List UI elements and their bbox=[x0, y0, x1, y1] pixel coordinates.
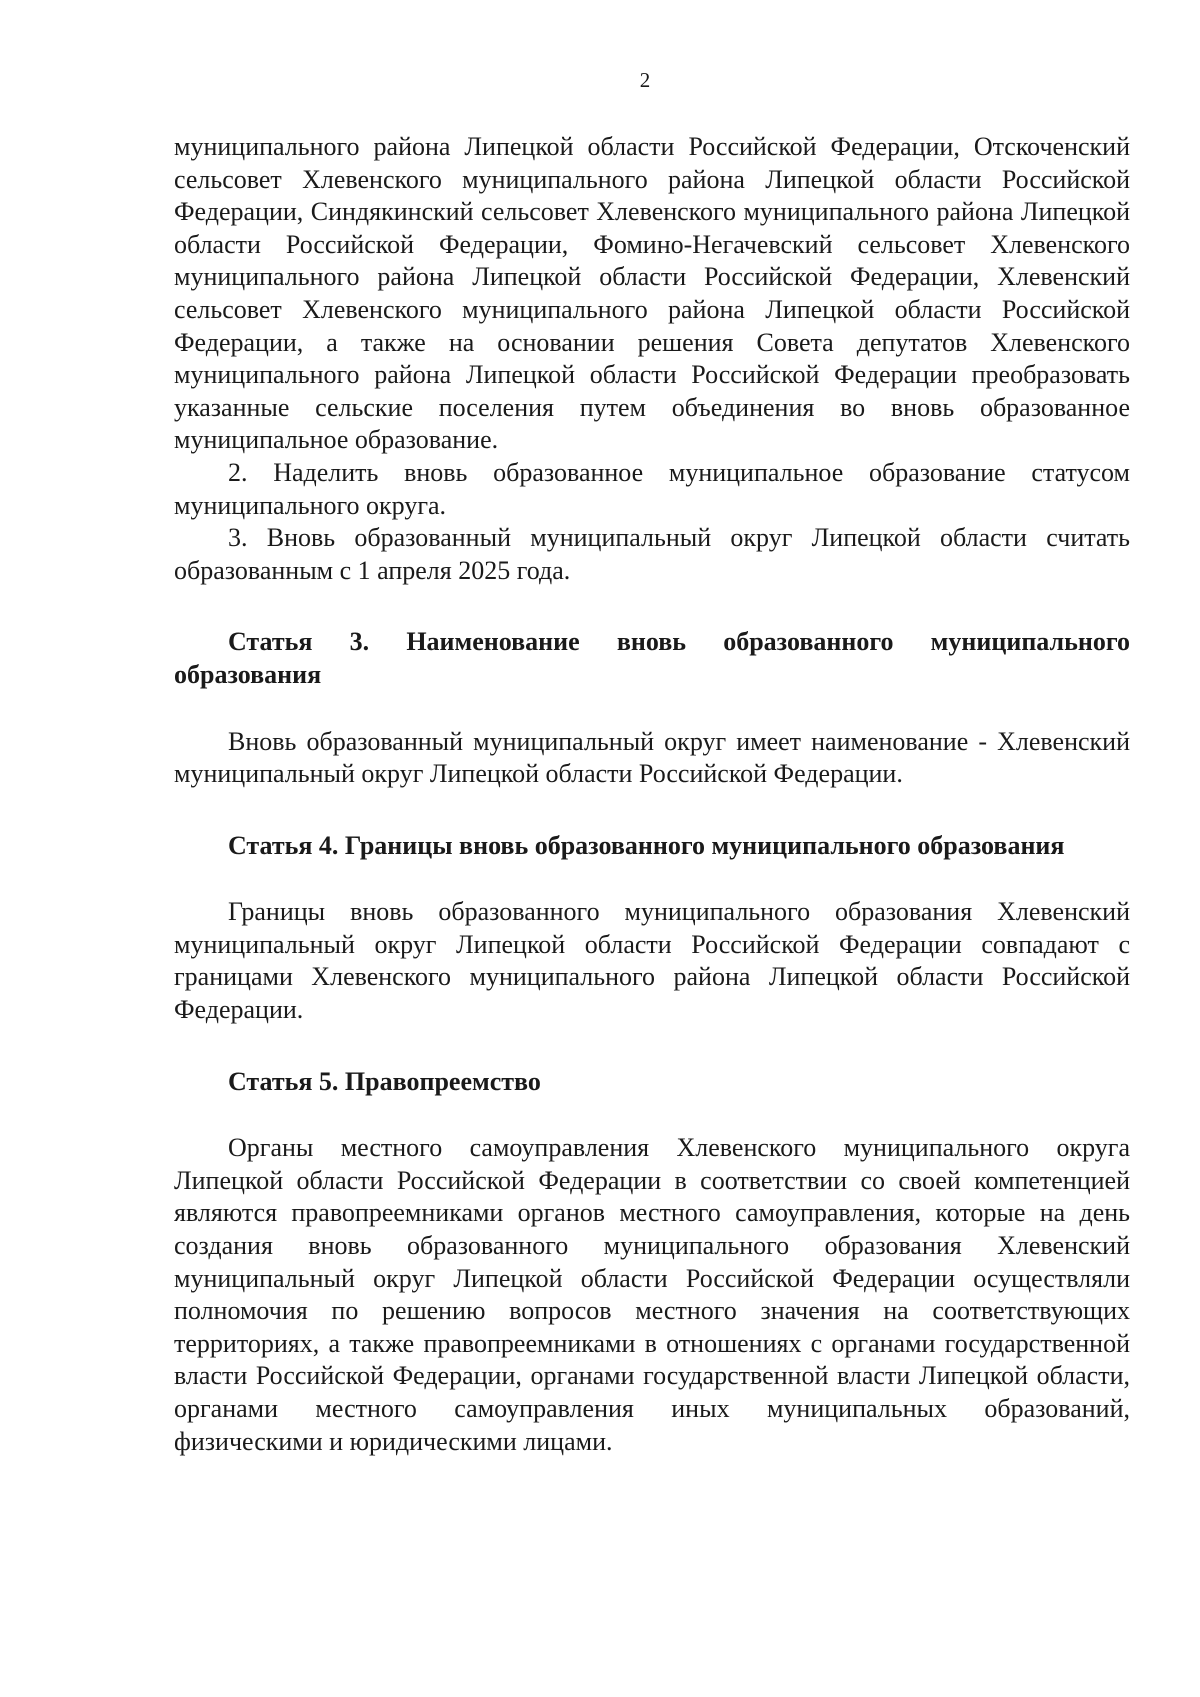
article3-heading: Статья 3. Наименование вновь образованного муниципального образования bbox=[174, 627, 1130, 689]
spacer bbox=[174, 692, 1130, 726]
article4-text: Границы вновь образованного муниципального образования Хлевенский муниципальный округ Липецкой области Российской Федерации совпадают с границами Хлевенского муниципального района Липецкой области Российской Федерации. bbox=[174, 897, 1130, 1025]
spacer bbox=[174, 1098, 1130, 1132]
article5-text: Органы местного самоуправления Хлевенского муниципального округа Липецкой области Российской Федерации в соответствии со своей компетенцией являются правопреемниками органов местного самоуправления, которые на день создания вновь образованного муниципального образования Хлевенский муниципальный округ Липецкой области Российской Федерации осуществляли полномочия по решению вопросов местного значения на соответствующих территориях, а также правопреемниками в отношениях с органами государственной власти Российской Федерации, органами государственной власти Липецкой области, органами местного самоуправления иных муниципальных образований, физическими и юридическими лицами. bbox=[174, 1133, 1130, 1456]
article2-paragraph-1: муниципального района Липецкой области Российской Федерации, Отскоченский сельсовет Хлевенского муниципального района Липецкой области Российской Федерации, Синдякинский сельсовет Хлевенского муниципального района Липецкой области Российской Федерации, Фомино-Негачевский сельсовет Хлевенского муниципального района Липецкой области Российской Федерации, Хлевенский сельсовет Хлевенского муниципального района Липецкой области Российской Федерации, а также на основании решения Совета депутатов Хлевенского муниципального района Липецкой области Российской Федерации преобразовать указанные сельские поселения путем объединения во вновь образованное муниципальное образование. bbox=[174, 132, 1130, 455]
page-number: 2 bbox=[639, 68, 651, 92]
spacer bbox=[174, 1027, 1130, 1066]
spacer bbox=[174, 862, 1130, 896]
article4-heading: Статья 4. Границы вновь образованного муниципального образования bbox=[228, 830, 1065, 860]
article2-paragraph-3: 3. Вновь образованный муниципальный округ Липецкой области считать образованным с 1 апреля 2025 года. bbox=[174, 523, 1130, 585]
spacer bbox=[174, 791, 1130, 830]
document-page bbox=[174, 70, 1130, 1458]
article2-paragraph-2: 2. Наделить вновь образованное муниципальное образование статусом муниципального округа. bbox=[174, 457, 1130, 520]
article3-text: Вновь образованный муниципальный округ имеет наименование - Хлевенский муниципальный округ Липецкой области Российской Федерации. bbox=[174, 726, 1130, 789]
spacer bbox=[174, 587, 1130, 626]
article5-heading: Статья 5. Правопреемство bbox=[228, 1066, 541, 1096]
